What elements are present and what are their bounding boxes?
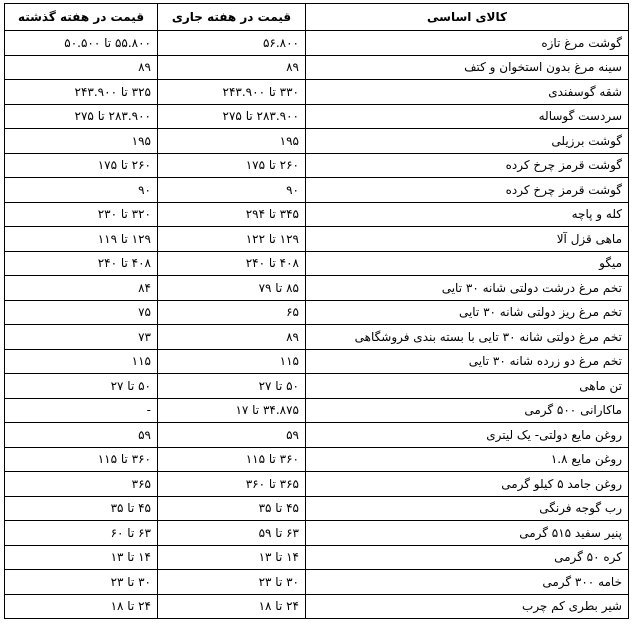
current-price-cell: ۱۴ تا ۱۳ — [158, 545, 306, 570]
header-item: کالای اساسی — [306, 4, 629, 31]
item-cell: رب گوجه فرنگی — [306, 496, 629, 521]
table-row — [5, 349, 629, 374]
item-cell: روغن مایع ۱.۸ — [306, 447, 629, 472]
current-price-cell: ۳۴.۸۷۵ تا ۱۷ — [158, 398, 306, 423]
current-price-cell: ۸۵ تا ۷۹ — [158, 276, 306, 301]
item-cell: تخم مرغ ریز دولتی شانه ۳۰ تایی — [306, 300, 629, 325]
table-row — [5, 227, 629, 252]
previous-price-cell: ۲۸۳.۹۰۰ تا ۲۷۵ — [5, 104, 158, 129]
current-price-cell: ۳۶۵ تا ۳۶۰ — [158, 472, 306, 497]
current-price-cell: ۴۰۸ تا ۲۴۰ — [158, 251, 306, 276]
table-row — [5, 178, 629, 203]
table-row — [5, 374, 629, 399]
item-cell: کره ۵۰ گرمی — [306, 545, 629, 570]
current-price-cell: ۶۳ تا ۵۹ — [158, 521, 306, 546]
previous-price-cell: ۳۶۵ — [5, 472, 158, 497]
previous-price-cell: ۴۵ تا ۳۵ — [5, 496, 158, 521]
item-cell: تخم مرغ دو زرده شانه ۳۰ تایی — [306, 349, 629, 374]
table-row — [5, 300, 629, 325]
previous-price-cell: ۱۲۹ تا ۱۱۹ — [5, 227, 158, 252]
previous-price-cell: ۲۶۰ تا ۱۷۵ — [5, 153, 158, 178]
header-current-week: قیمت در هفته جاری — [158, 4, 306, 31]
previous-price-cell: ۵۹ — [5, 423, 158, 448]
previous-price-cell: ۸۹ — [5, 55, 158, 80]
previous-price-cell: ۳۶۰ تا ۱۱۵ — [5, 447, 158, 472]
current-price-cell: ۳۳۰ تا ۲۴۳.۹۰۰ — [158, 80, 306, 105]
previous-price-cell: ۳۰ تا ۲۳ — [5, 570, 158, 595]
previous-price-cell: ۷۵ — [5, 300, 158, 325]
table-row — [5, 496, 629, 521]
previous-price-cell: ۱۴ تا ۱۳ — [5, 545, 158, 570]
table-row — [5, 80, 629, 105]
current-price-cell: ۳۰ تا ۲۳ — [158, 570, 306, 595]
item-cell: ماکارانی ۵۰۰ گرمی — [306, 398, 629, 423]
item-cell: کله و پاچه — [306, 202, 629, 227]
previous-price-cell: ۳۲۵ تا ۲۴۳.۹۰۰ — [5, 80, 158, 105]
previous-price-cell: ۲۴ تا ۱۸ — [5, 594, 158, 619]
current-price-cell: ۳۴۵ تا ۲۹۴ — [158, 202, 306, 227]
item-cell: تن ماهی — [306, 374, 629, 399]
item-cell: شقه گوسفندی — [306, 80, 629, 105]
item-cell: گوشت قرمز چرخ کرده — [306, 153, 629, 178]
current-price-cell: ۸۹ — [158, 55, 306, 80]
previous-price-cell: - — [5, 398, 158, 423]
table-row — [5, 31, 629, 56]
table-row — [5, 129, 629, 154]
item-cell: ماهی قزل آلا — [306, 227, 629, 252]
item-cell: گوشت قرمز چرخ کرده — [306, 178, 629, 203]
previous-price-cell: ۴۰۸ تا ۲۴۰ — [5, 251, 158, 276]
item-cell: شیر بطری کم چرب — [306, 594, 629, 619]
price-table — [4, 3, 629, 619]
table-header-row — [5, 4, 629, 31]
table-row — [5, 521, 629, 546]
table-row — [5, 202, 629, 227]
previous-price-cell: ۳۲۰ تا ۲۳۰ — [5, 202, 158, 227]
item-cell: تخم مرغ درشت دولتی شانه ۳۰ تایی — [306, 276, 629, 301]
table-row — [5, 594, 629, 619]
current-price-cell: ۵۰ تا ۲۷ — [158, 374, 306, 399]
item-cell: روغن جامد ۵ کیلو گرمی — [306, 472, 629, 497]
current-price-cell: ۲۸۳.۹۰۰ تا ۲۷۵ — [158, 104, 306, 129]
header-previous-week: قیمت در هفته گذشته — [5, 4, 158, 31]
current-price-cell: ۴۵ تا ۳۵ — [158, 496, 306, 521]
current-price-cell: ۸۹ — [158, 325, 306, 350]
item-cell: گوشت برزیلی — [306, 129, 629, 154]
previous-price-cell: ۶۳ تا ۶۰ — [5, 521, 158, 546]
current-price-cell: ۶۵ — [158, 300, 306, 325]
table-row — [5, 570, 629, 595]
table-row — [5, 545, 629, 570]
previous-price-cell: ۱۹۵ — [5, 129, 158, 154]
table-row — [5, 398, 629, 423]
current-price-cell: ۱۹۵ — [158, 129, 306, 154]
item-cell: میگو — [306, 251, 629, 276]
previous-price-cell: ۷۳ — [5, 325, 158, 350]
table-body — [5, 31, 629, 619]
table-row — [5, 276, 629, 301]
table-row — [5, 325, 629, 350]
table-row — [5, 472, 629, 497]
current-price-cell: ۵۶.۸۰۰ — [158, 31, 306, 56]
previous-price-cell: ۵۰ تا ۲۷ — [5, 374, 158, 399]
table-row — [5, 153, 629, 178]
item-cell: پنیر سفید ۵۱۵ گرمی — [306, 521, 629, 546]
previous-price-cell: ۱۱۵ — [5, 349, 158, 374]
table-row — [5, 447, 629, 472]
current-price-cell: ۵۹ — [158, 423, 306, 448]
price-table-container — [4, 3, 628, 619]
item-cell: سردست گوساله — [306, 104, 629, 129]
table-row — [5, 423, 629, 448]
item-cell: خامه ۳۰۰ گرمی — [306, 570, 629, 595]
table-row — [5, 55, 629, 80]
item-cell: سینه مرغ بدون استخوان و کتف — [306, 55, 629, 80]
previous-price-cell: ۹۰ — [5, 178, 158, 203]
current-price-cell: ۲۴ تا ۱۸ — [158, 594, 306, 619]
current-price-cell: ۹۰ — [158, 178, 306, 203]
table-row — [5, 251, 629, 276]
previous-price-cell: ۵۵.۸۰۰ تا ۵۰.۵۰۰ — [5, 31, 158, 56]
previous-price-cell: ۸۴ — [5, 276, 158, 301]
current-price-cell: ۳۶۰ تا ۱۱۵ — [158, 447, 306, 472]
current-price-cell: ۲۶۰ تا ۱۷۵ — [158, 153, 306, 178]
item-cell: تخم مرغ دولتی شانه ۳۰ تایی با بسته بندی فروشگاهی — [306, 325, 629, 350]
item-cell: روغن مایع دولتی- یک لیتری — [306, 423, 629, 448]
current-price-cell: ۱۱۵ — [158, 349, 306, 374]
current-price-cell: ۱۲۹ تا ۱۲۲ — [158, 227, 306, 252]
table-row — [5, 104, 629, 129]
item-cell: گوشت مرغ تازه — [306, 31, 629, 56]
